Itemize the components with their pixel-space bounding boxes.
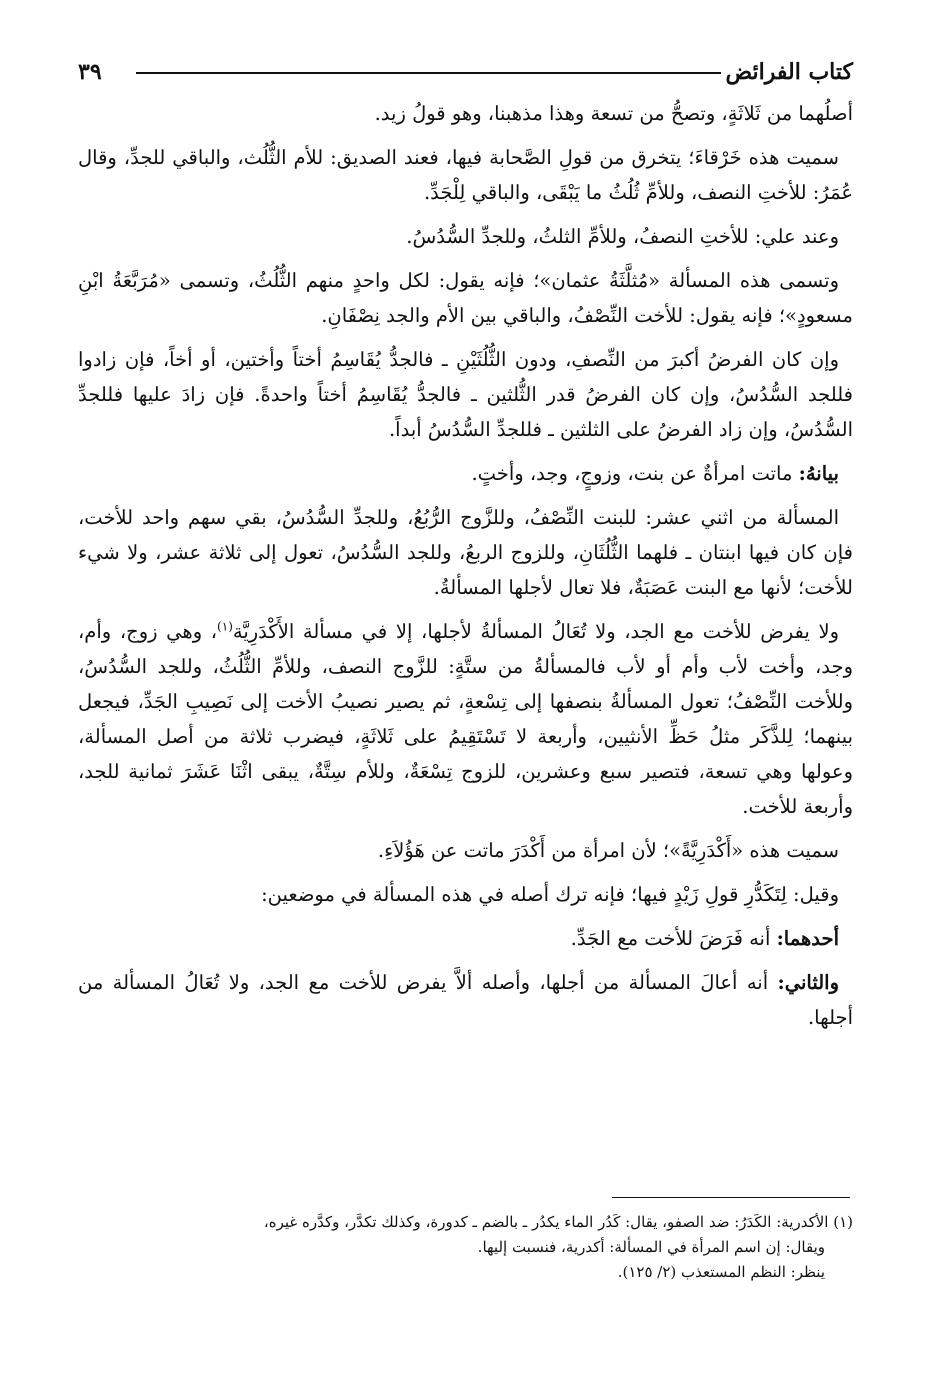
paragraph-11: أحدهما: أنه فَرَضَ للأخت مع الجَدِّ. <box>570 927 839 950</box>
footnote-ref-1[interactable]: (١) <box>217 619 233 634</box>
header-rule <box>136 72 721 74</box>
paragraph-8: ولا يفرض للأخت مع الجد، ولا تُعَالُ المسألةُ لأجلها، إلا في مسألة الأَكْدَرِيَّة$^{(١)}$، وهي زوج، وأم، وجد، وأخت لأب وأم أو لأب فالمسألةُ من ستَّةٍ: للزَّوج النصف، وللأمِّ الثُّلُثُ، وللجد السُّدُسُ، وللأخت النِّصْفُ؛ تعول المسألةُ بنصفها إلى تِسْعةٍ، ثم يصير نصيبُ الأخت إلى نَصِيبِ الجَدِّ، فيجعل بينهما؛ لِلذَّكَر مثلُ حَظِّ الأنثيين، وأربعة لا تَسْتَقِيمُ على ثَلاثَةٍ، فيضرب ثلاثة من أصل المسألة، وعولها وهي تسعة، فتصير سبع وعشرين، للزوج تِسْعَةٌ، وللأم سِتَّةٌ، يبقى اثْنَا عَشَرَ ثمانية للجد، وأربعة للأخت. <box>78 619 853 818</box>
header-title: كتاب الفرائض <box>725 59 853 85</box>
footnotes <box>78 1210 853 1285</box>
label-al-thani: والثاني: <box>777 971 839 994</box>
main-text <box>78 96 853 1044</box>
paragraph-10: وقيل: لِتَكَدُّرِ قولِ زَيْدٍ فيها؛ فإنه ترك أصله في هذه المسألة في موضعين: <box>261 883 839 906</box>
paragraph-5: وإن كان الفرضُ أكبرَ من النِّصفِ، ودون الثُّلُثَيْنِ ـ فالجدُّ يُقَاسِمُ أختاً وأختين، أو أخاً، فإن زادوا فللجد السُّدُسُ، وإن كان الفرضُ قدر الثُّلثين ـ فالجدُّ يُقَاسِمُ أختاً واحدةً. فإن زادَ عليها فللجدِّ السُّدُسُ، وإن زاد الفرضُ على الثلثين ـ فللجدِّ السُّدُسُ أبداً. <box>78 348 853 441</box>
label-ahaduhuma: أحدهما: <box>776 927 839 950</box>
paragraph-3: وعند علي: للأختِ النصفُ، وللأمِّ الثلثُ، وللجدِّ السُّدُسُ. <box>406 225 839 248</box>
page-number: ٣٩ <box>78 59 102 85</box>
paragraph-9: سميت هذه «أَكْدَرِيَّةً»؛ لأن امرأة من أَكْدَرَ ماتت عن هَؤُلاَءِ. <box>377 839 839 862</box>
paragraph-1: أصلُهما من ثَلاثَةٍ، وتصحُّ من تسعة وهذا مذهبنا، وهو قولُ زيد. <box>374 102 853 125</box>
paragraph-7: المسألة من اثني عشر: للبنت النِّصْفُ، وللزَّوج الرُّبُعُ، وللجدِّ السُّدُسُ، بقي سهم واحد للأخت، فإن كان فيها ابنتان ـ فلهما الثُّلُثَانِ، وللزوج الربعُ، وللجد السُّدُسُ، تعول إلى ثلاثة عشر، ولا شيء للأخت؛ لأنها مع البنت عَصَبَةٌ، فلا تعال لأجلها المسألةُ. <box>78 506 853 599</box>
paragraph-12: والثاني: أنه أعالَ المسألة من أجلها، وأصله ألاَّ يفرض للأخت مع الجد، ولا تُعَالُ المسألة من أجلها. <box>78 971 853 1029</box>
paragraph-4: وتسمى هذه المسألة «مُثلَّثَةُ عثمان»؛ فإنه يقول: لكل واحدٍ منهم الثُّلُثُ، وتسمى «مُرَبَّعَةُ ابْنِ مسعودٍ»؛ فإنه يقول: للأخت النِّصْفُ، والباقي بين الأم والجد نِصْفَانِ. <box>78 269 853 327</box>
footnote-1-source: ينظر: النظم المستعذب (٢/ ١٢٥). <box>617 1263 825 1281</box>
footnote-1-cont: ويقال: إن اسم المرأة في المسألة: أكدرية، فنسبت إليها. <box>477 1238 825 1256</box>
label-bayanuh: بيانهُ: <box>798 462 839 485</box>
running-header <box>78 54 853 90</box>
footnote-separator <box>612 1197 850 1198</box>
paragraph-2: سميت هذه خَرْقاءَ؛ يتخرق من قولِ الصَّحابة فيها، فعند الصديق: للأم الثُّلُث، والباقي للجدِّ، وقال عُمَرُ: للأختِ النصف، وللأمِّ ثُلُثُ ما يَبْقَى، والباقي لِلْجَدِّ. <box>78 146 853 204</box>
paragraph-6: بيانهُ: ماتت امرأةٌ عن بنت، وزوجٍ، وجد، وأختٍ. <box>471 462 839 485</box>
footnote-1: (١) الأكدرية: الكَدَرُ: ضد الصفو، يقال: كَدُر الماء يكدُر ـ بالضم ـ كدورة، وكذلك تكدَّر، وكدَّره غيره، <box>263 1213 853 1231</box>
